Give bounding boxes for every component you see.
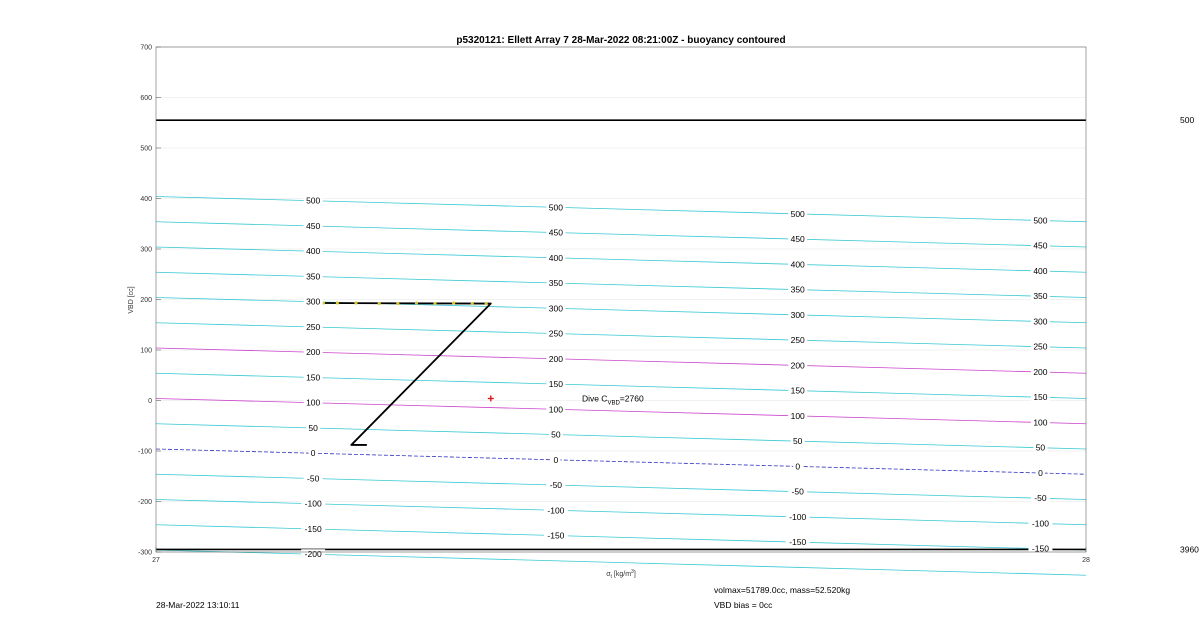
- y-tick-label: 200: [140, 297, 152, 304]
- contour-label: 150: [548, 379, 563, 390]
- contour-label: 200: [790, 360, 805, 371]
- contour-label: -50: [307, 473, 320, 484]
- contour-label: 200: [548, 353, 563, 364]
- track-dot: [485, 302, 488, 305]
- contour-label: 0: [1038, 467, 1043, 478]
- track-dot: [452, 301, 455, 304]
- x-axis-label-unit-close: ]: [633, 571, 636, 578]
- dive-annotation-sub: VBD: [607, 400, 620, 407]
- x-axis-label-unit: [kg/m: [613, 571, 632, 578]
- contour-label: 300: [548, 303, 563, 314]
- contour-label: 200: [1033, 366, 1048, 377]
- contour-label: 450: [306, 220, 321, 231]
- contour-label: -100: [789, 511, 807, 522]
- contour-label: 500: [306, 195, 321, 206]
- contour-label: 500: [548, 202, 563, 213]
- chart-title: p5320121: Ellett Array 7 28-Mar-2022 08:21:00Z - buoyancy contoured: [456, 35, 786, 46]
- footer-volmax: volmax=51789.0cc, mass=52.520kg: [714, 585, 851, 595]
- contour-label: 150: [1033, 392, 1048, 403]
- y-axis-label: VBD [cc]: [128, 286, 135, 314]
- contour-label: 400: [306, 246, 321, 257]
- contour-label: 450: [548, 227, 563, 238]
- contour-label: 150: [790, 385, 805, 396]
- contour-label: 350: [790, 284, 805, 295]
- x-axis-label-unit-sup: 3: [631, 569, 634, 575]
- y-tick-label: 0: [148, 398, 152, 405]
- contour-label: -100: [547, 505, 565, 516]
- x-tick-label: 27: [152, 557, 160, 564]
- y-tick-label: 400: [140, 196, 152, 203]
- x-tick-label: 28: [1082, 557, 1090, 564]
- contour-label: 300: [790, 309, 805, 320]
- y-tick-label: 700: [140, 44, 152, 52]
- contour-label: -100: [1031, 518, 1049, 529]
- x-axis-label: [606, 569, 636, 580]
- limit-line-label: 3960: [1180, 544, 1199, 555]
- contour-label: 250: [548, 328, 563, 339]
- track-dot: [415, 301, 418, 304]
- track-dot: [471, 302, 474, 305]
- contour-label: 100: [548, 404, 563, 415]
- contour-label: 400: [1033, 265, 1048, 276]
- contour-label: -200: [304, 549, 322, 560]
- contour-label: 50: [308, 422, 318, 433]
- contour-label: 450: [790, 234, 805, 245]
- contour-label: 500: [790, 208, 805, 219]
- track-dot: [354, 301, 357, 304]
- contour-label: -100: [304, 498, 322, 509]
- y-tick-label: -100: [137, 448, 152, 456]
- track-dot: [336, 301, 339, 304]
- contour-label: 250: [306, 321, 321, 332]
- contour-label: 350: [548, 278, 563, 289]
- x-axis-label-symbol: σ: [606, 571, 611, 578]
- y-tick-label: 300: [140, 246, 152, 254]
- dive-annotation-suffix: =2760: [619, 393, 644, 404]
- contour-label: -150: [547, 530, 565, 541]
- dive-annotation-prefix: Dive C: [581, 393, 608, 404]
- contour-label: 150: [306, 372, 321, 383]
- contour-label: 50: [792, 436, 803, 447]
- contour-label: 400: [548, 252, 563, 263]
- y-tick-label: 500: [140, 145, 152, 153]
- track-dot: [378, 302, 381, 305]
- contour-label: -150: [789, 537, 807, 548]
- contour-label: 350: [306, 271, 321, 282]
- contour-label: 450: [1033, 240, 1048, 251]
- contour-label: 50: [1035, 442, 1046, 453]
- contour-label: -150: [1031, 543, 1049, 554]
- x-axis-label-sub: t: [610, 574, 612, 580]
- contour-label: -50: [549, 480, 563, 491]
- limit-line-label: 500: [1180, 115, 1195, 126]
- y-tick-label: 100: [140, 347, 152, 355]
- y-tick-label: 600: [140, 95, 152, 102]
- contour-label: 250: [1033, 341, 1048, 352]
- contour-label: 100: [790, 410, 805, 421]
- contour-label: 350: [1033, 291, 1048, 302]
- contour-label: 300: [306, 296, 321, 307]
- y-tick-label: -200: [137, 499, 152, 506]
- footer-timestamp: 28-Mar-2022 13:10:11: [156, 600, 240, 610]
- contour-label: 500: [1033, 215, 1048, 226]
- contour-label: 200: [306, 347, 321, 358]
- contour-label: -50: [791, 486, 804, 497]
- contour-label: 100: [1033, 417, 1048, 428]
- contour-label: 0: [553, 454, 559, 465]
- contour-label: 50: [551, 429, 561, 440]
- contour-label: 250: [790, 335, 805, 346]
- contour-label: 0: [795, 461, 801, 472]
- contour-label: -50: [1034, 493, 1047, 504]
- contour-label: -150: [304, 523, 322, 534]
- track-dot: [433, 302, 436, 305]
- contour-label: 400: [790, 259, 805, 270]
- contour-label: 100: [306, 397, 321, 408]
- footer-vbd-bias: VBD bias = 0cc: [714, 600, 773, 610]
- contour-label: 300: [1033, 316, 1048, 327]
- y-tick-label: -300: [137, 549, 152, 557]
- contour-label: 0: [310, 448, 316, 459]
- track-dot: [396, 302, 399, 305]
